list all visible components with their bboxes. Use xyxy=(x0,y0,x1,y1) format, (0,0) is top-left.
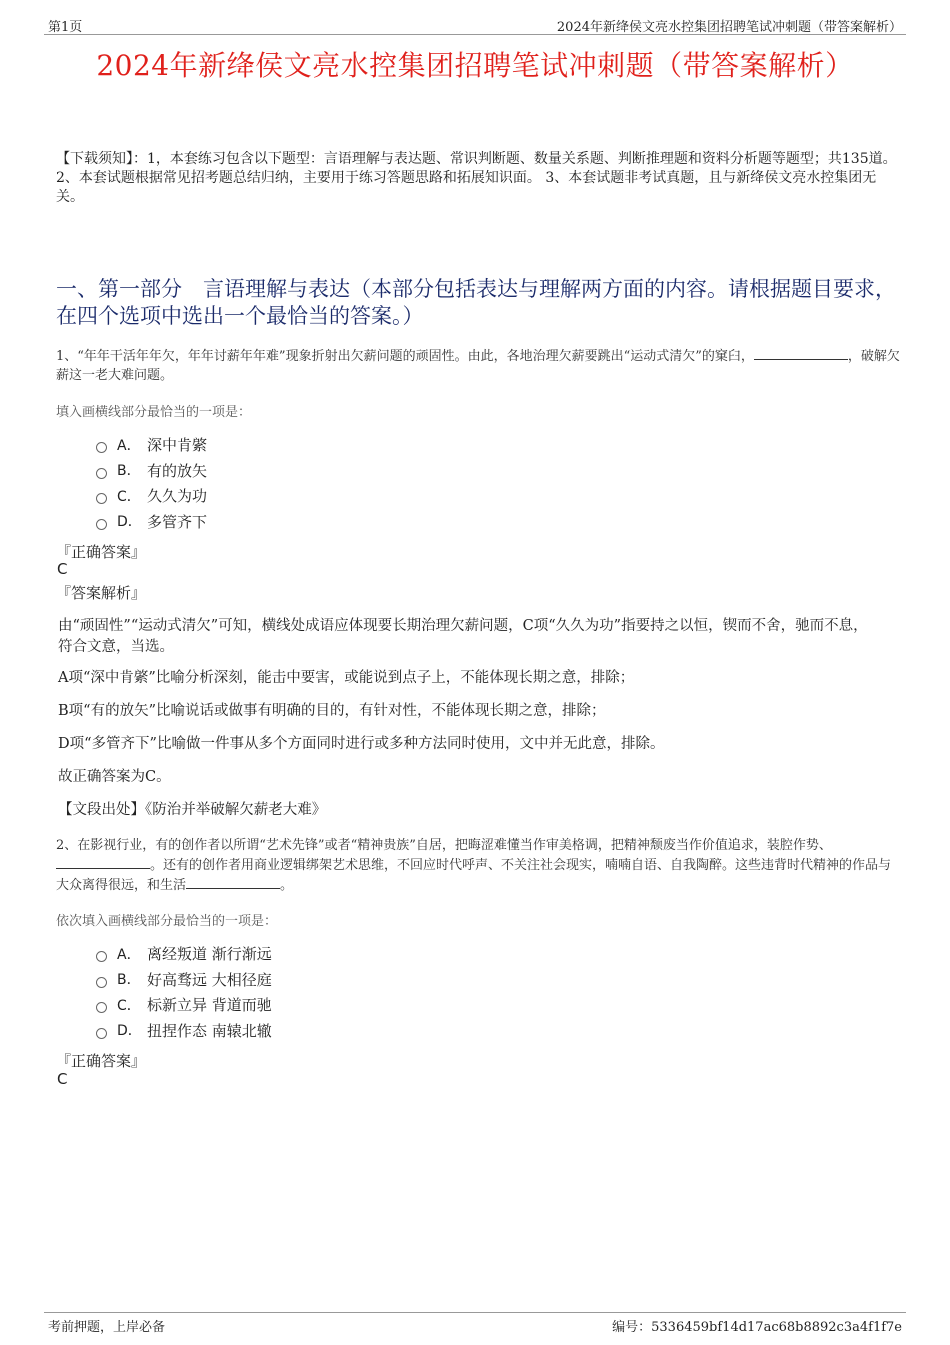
page-header xyxy=(44,14,906,35)
answer-label: 『正确答案』 xyxy=(56,543,147,561)
document-id: 编号：5336459bf14d17ac68b8892c3a4f1f7e xyxy=(612,1320,902,1335)
radio-icon[interactable] xyxy=(96,951,107,962)
option-c[interactable]: C． 标新立异 背道而驰 xyxy=(96,992,272,1018)
question-2-options xyxy=(96,941,272,1043)
answer-label: 『正确答案』 xyxy=(56,1052,147,1070)
analysis-paragraph: A项“深中肯綮”比喻分析深刻，能击中要害，或能说到点子上，不能体现长期之意，排除； xyxy=(58,670,635,686)
header-doc-title: 2024年新绛侯文亮水控集团招聘笔试冲刺题（带答案解析） xyxy=(556,20,902,35)
section-heading: 一、第一部分 言语理解与表达（本部分包括表达与理解两方面的内容。请根据题目要求，在四个选项中选出一个最恰当的答案。） xyxy=(56,277,896,328)
question-1-options xyxy=(96,432,207,534)
radio-icon[interactable] xyxy=(96,977,107,988)
footer-slogan: 考前押题，上岸必备 xyxy=(48,1320,166,1335)
radio-icon[interactable] xyxy=(96,1002,107,1013)
analysis-paragraph: D项“多管齐下”比喻做一件事从多个方面同时进行或多种方法同时使用，文中并无此意，排除。 xyxy=(58,736,665,752)
answer-value: C xyxy=(57,1070,68,1088)
radio-icon[interactable] xyxy=(96,493,107,504)
radio-icon[interactable] xyxy=(96,442,107,453)
page-number: 第1页 xyxy=(48,20,83,35)
document-title: 2024年新绛侯文亮水控集团招聘笔试冲刺题（带答案解析） xyxy=(96,49,854,82)
question-2-instruction: 依次填入画横线部分最恰当的一项是： xyxy=(56,914,278,929)
radio-icon[interactable] xyxy=(96,519,107,530)
download-notice: 【下载须知】：1，本套练习包含以下题型：言语理解与表达题、常识判断题、数量关系题、判断推理题和资料分析题等题型；共135道。 2、本套试题根据常见招考题总结归纳，主要用于练习答题思路和拓展知识面。 3、本套试题非考试真题，且与新绛侯文亮水控集团无关。 xyxy=(56,151,897,205)
option-a[interactable]: A． 深中肯綮 xyxy=(96,432,207,458)
question-2-stem: 2、在影视行业，有的创作者以所谓“艺术先锋”或者“精神贵族”自居，把晦涩难懂当作审美格调，把精神颓废当作价值追求，装腔作势、。还有的创作者用商业逻辑绑架艺术思维，不回应时代呼声、不关注社会现实，喃喃自语、自我陶醉。这些违背时代精神的作品与大众离得很远，和生活 。 xyxy=(56,838,892,893)
answer-value: C xyxy=(57,560,68,578)
option-d[interactable]: D． 扭捏作态 南辕北辙 xyxy=(96,1018,272,1044)
answer-blank xyxy=(754,346,848,360)
option-b[interactable]: B． 好高骛远 大相径庭 xyxy=(96,967,272,993)
analysis-label: 『答案解析』 xyxy=(56,584,147,602)
analysis-paragraph: 由“顽固性”“运动式清欠”可知，横线处成语应体现要长期治理欠薪问题，C项“久久为功”指要持之以恒，锲而不舍，驰而不息，符合文意，当选。 xyxy=(58,618,868,655)
answer-blank xyxy=(56,855,150,869)
question-1-stem: 1、“年年干活年年欠，年年讨薪年年难”现象折射出欠薪问题的顽固性。由此，各地治理欠薪要跳出“运动式清欠”的窠臼， ，破解欠薪这一老大难问题。 xyxy=(56,346,902,385)
radio-icon[interactable] xyxy=(96,1028,107,1039)
answer-blank xyxy=(186,875,280,889)
radio-icon[interactable] xyxy=(96,468,107,479)
analysis-conclusion: 故正确答案为C。 xyxy=(58,769,171,785)
analysis-source: 【文段出处】《防治并举破解欠薪老大难》 xyxy=(58,802,327,818)
option-c[interactable]: C． 久久为功 xyxy=(96,483,207,509)
question-1-instruction: 填入画横线部分最恰当的一项是： xyxy=(56,405,252,420)
page-footer xyxy=(44,1312,906,1337)
analysis-paragraph: B项“有的放矢”比喻说话或做事有明确的目的，有针对性，不能体现长期之意，排除； xyxy=(58,703,606,719)
option-d[interactable]: D． 多管齐下 xyxy=(96,509,207,535)
option-a[interactable]: A． 离经叛道 渐行渐远 xyxy=(96,941,272,967)
option-b[interactable]: B． 有的放矢 xyxy=(96,458,207,484)
